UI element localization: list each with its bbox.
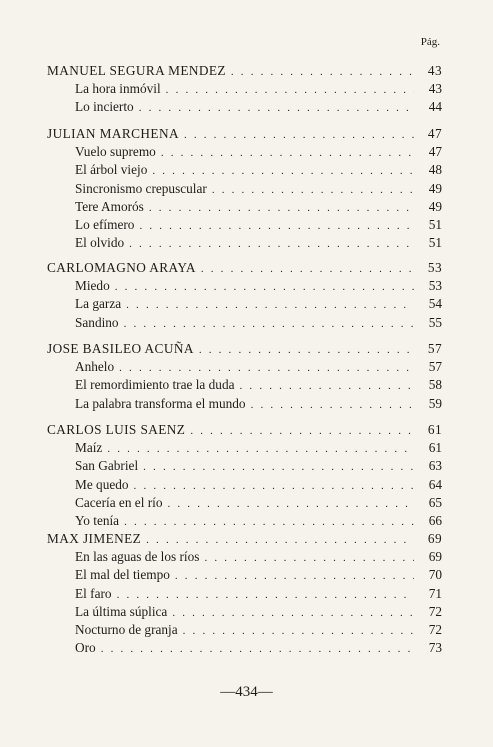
dot-leader xyxy=(119,360,414,375)
poem-entry-page: 69 xyxy=(428,549,442,565)
author-entry-title: JULIAN MARCHENA xyxy=(47,126,179,141)
dot-leader xyxy=(161,145,414,160)
poem-entry-page: 58 xyxy=(428,377,442,393)
poem-entry xyxy=(75,457,442,474)
poem-entry-title: El olvido xyxy=(75,235,125,251)
poem-entry-title: Lo incierto xyxy=(75,99,134,115)
dot-leader xyxy=(168,496,415,511)
poem-entry-title: Tere Amorós xyxy=(75,198,144,214)
poem-entry-page: 72 xyxy=(428,603,442,619)
poem-entry-page: 55 xyxy=(428,314,442,330)
dot-leader xyxy=(201,261,414,276)
dot-leader xyxy=(240,378,414,393)
author-entry-page: 69 xyxy=(427,531,442,546)
dot-leader xyxy=(146,532,414,547)
dot-leader xyxy=(117,587,414,602)
dot-leader xyxy=(134,478,414,493)
author-entry-page: 43 xyxy=(427,63,442,78)
author-entry-page: 47 xyxy=(427,126,442,141)
author-entry xyxy=(47,340,442,357)
poem-entry xyxy=(75,548,442,565)
poem-entry-page: 47 xyxy=(428,144,442,160)
poem-entry-page: 66 xyxy=(428,513,442,528)
poem-entry-page: 49 xyxy=(428,198,442,214)
poem-entry xyxy=(75,585,442,602)
poem-entry-page: 53 xyxy=(428,278,442,294)
dot-leader xyxy=(101,641,414,656)
author-entry-title: JOSE BASILEO ACUÑA xyxy=(47,341,194,356)
poem-entry-page: 59 xyxy=(428,395,442,411)
poem-entry xyxy=(75,603,442,620)
dot-leader xyxy=(143,459,414,474)
poem-entry-title: La última súplica xyxy=(75,603,168,619)
dot-leader xyxy=(107,441,414,456)
poem-entry-title: Yo tenía xyxy=(75,513,120,528)
dot-leader xyxy=(129,236,414,251)
dot-leader xyxy=(124,316,414,331)
poem-entry xyxy=(75,98,442,115)
poem-entry-title: Me quedo xyxy=(75,476,129,492)
dot-leader xyxy=(190,423,414,438)
poem-entry-title: La garza xyxy=(75,296,122,312)
author-entry-page: 53 xyxy=(427,260,442,275)
poem-entry-title: Miedo xyxy=(75,278,110,294)
poem-entry xyxy=(75,494,442,511)
poem-entry-page: 43 xyxy=(428,81,442,97)
poem-entry-page: 49 xyxy=(428,180,442,196)
author-entry-title: CARLOMAGNO ARAYA xyxy=(47,260,196,275)
dot-leader xyxy=(183,623,414,638)
dot-leader xyxy=(126,297,414,312)
poem-entry xyxy=(75,198,442,215)
author-entry-title: MAX JIMENEZ xyxy=(47,531,142,546)
poem-entry-title: San Gabriel xyxy=(75,458,139,474)
poem-entry-page: 51 xyxy=(428,235,442,251)
poem-entry-title: El mal del tiempo xyxy=(75,567,170,583)
poem-entry-title: Sandino xyxy=(75,314,119,330)
poem-entry xyxy=(75,395,442,412)
poem-entry-page: 48 xyxy=(428,162,442,178)
poem-entry-page: 61 xyxy=(428,440,442,456)
poem-entry-title: Anhelo xyxy=(75,359,115,375)
dot-leader xyxy=(231,64,414,79)
dot-leader xyxy=(139,100,414,115)
poem-entry xyxy=(75,476,442,493)
author-entry-page: 61 xyxy=(427,422,442,437)
poem-entry xyxy=(75,234,442,251)
dot-leader xyxy=(139,218,414,233)
poem-entry-page: 65 xyxy=(428,494,442,510)
poem-entry-page: 71 xyxy=(428,585,442,601)
poem-entry-title: Maíz xyxy=(75,440,103,456)
author-entry xyxy=(47,62,442,79)
poem-entry-title: Cacería en el río xyxy=(75,494,163,510)
poem-entry xyxy=(75,358,442,375)
dot-leader xyxy=(124,514,414,529)
dot-leader xyxy=(251,397,414,412)
poem-entry-page: 64 xyxy=(428,476,442,492)
dot-leader xyxy=(175,568,414,583)
poem-entry-title: El faro xyxy=(75,585,112,601)
poem-entry-title: La hora inmóvil xyxy=(75,81,161,97)
poem-entry-title: La palabra transforma el mundo xyxy=(75,395,246,411)
poem-entry-title: En las aguas de los ríos xyxy=(75,549,200,565)
poem-entry xyxy=(75,277,442,294)
dot-leader xyxy=(199,342,414,357)
dot-leader xyxy=(152,163,414,178)
poem-entry-page: 44 xyxy=(428,99,442,115)
poem-entry-title: Sincronismo crepuscular xyxy=(75,180,207,196)
dot-leader xyxy=(204,550,414,565)
poem-entry xyxy=(75,161,442,178)
poem-entry xyxy=(75,439,442,456)
poem-entry xyxy=(75,216,442,233)
poem-entry xyxy=(75,180,442,197)
page-column-label: Pág. xyxy=(420,36,440,48)
poem-entry-title: Oro xyxy=(75,640,96,656)
dot-leader xyxy=(184,127,414,142)
poem-entry xyxy=(75,566,442,583)
poem-entry-page: 73 xyxy=(428,640,442,656)
poem-entry xyxy=(75,143,442,160)
author-entry-page: 57 xyxy=(427,341,442,356)
dot-leader xyxy=(166,82,414,97)
author-entry-title: CARLOS LUIS SAENZ xyxy=(47,422,186,437)
poem-entry xyxy=(75,621,442,638)
dot-leader xyxy=(149,200,414,215)
author-entry xyxy=(47,530,442,547)
poem-entry-page: 57 xyxy=(428,359,442,375)
poem-entry xyxy=(75,639,442,656)
poem-entry-title: El árbol viejo xyxy=(75,162,148,178)
author-entry xyxy=(47,421,442,438)
poem-entry-page: 70 xyxy=(428,567,442,583)
page-number: —434— xyxy=(220,684,273,700)
dot-leader xyxy=(115,279,414,294)
poem-entry xyxy=(75,376,442,393)
poem-entry-title: Nocturno de granja xyxy=(75,622,178,637)
author-entry xyxy=(47,259,442,276)
author-entry xyxy=(47,125,442,142)
poem-entry xyxy=(75,80,442,97)
poem-entry xyxy=(75,314,442,331)
poem-entry xyxy=(75,512,442,529)
poem-entry-page: 63 xyxy=(428,458,442,474)
poem-entry xyxy=(75,295,442,312)
poem-entry-title: Lo efímero xyxy=(75,217,135,232)
dot-leader xyxy=(212,182,414,197)
dot-leader xyxy=(172,605,414,620)
poem-entry-page: 54 xyxy=(428,296,442,312)
poem-entry-page: 72 xyxy=(428,622,442,637)
author-entry-title: MANUEL SEGURA MENDEZ xyxy=(47,63,226,78)
poem-entry-title: Vuelo supremo xyxy=(75,144,156,160)
poem-entry-title: El remordimiento trae la duda xyxy=(75,377,235,393)
poem-entry-page: 51 xyxy=(428,217,442,232)
